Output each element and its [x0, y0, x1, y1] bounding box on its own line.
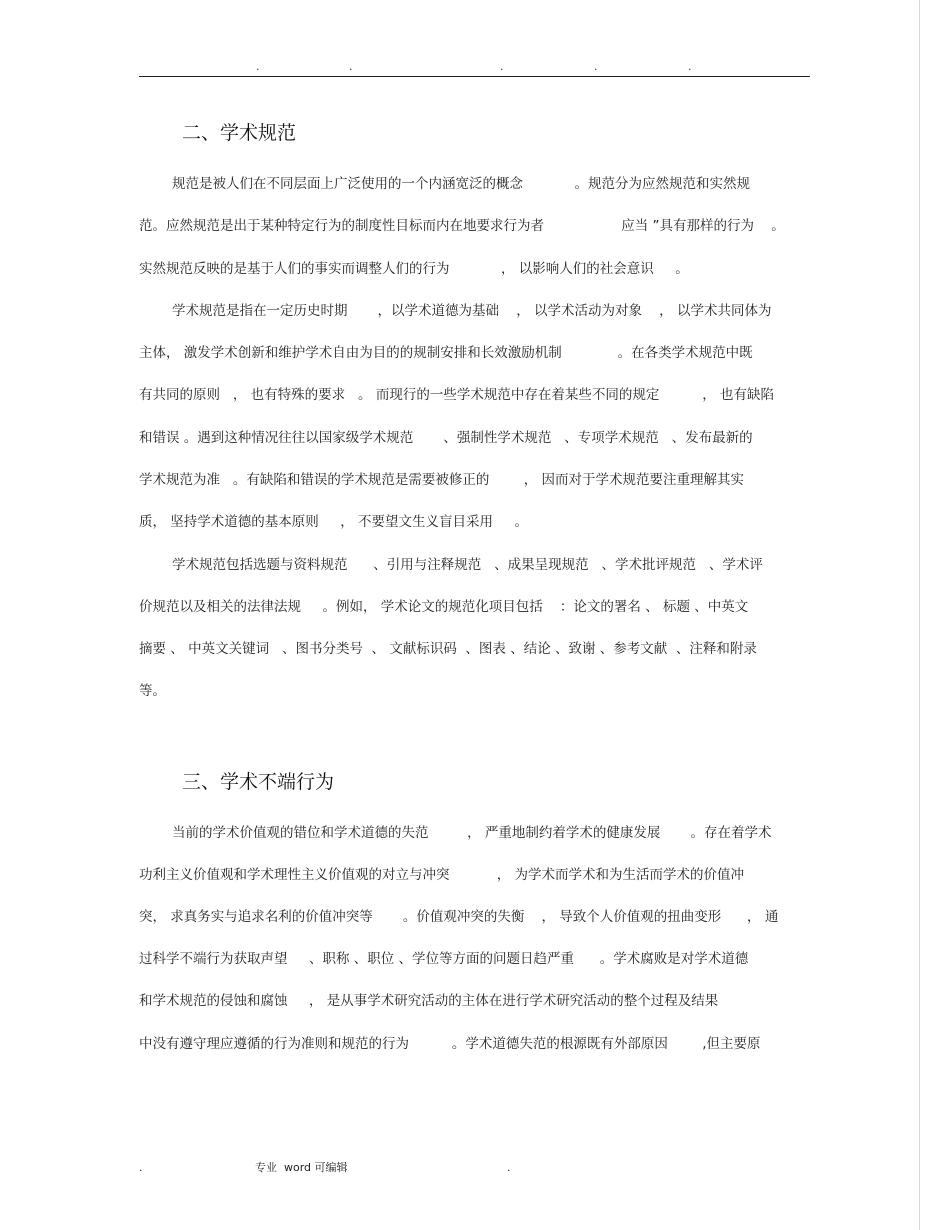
footer-dot: .	[139, 1161, 143, 1174]
paragraph-line: 中没有遵守理应遵循的行为准则和规范的行为 。学术道德失范的根源既有外部原因 ,但主要原	[139, 1036, 761, 1052]
paragraph-line: 学术规范为准 。有缺陷和错误的学术规范是需要被修正的 ， 因而对于学术规范要注重理解其实	[139, 472, 744, 488]
paragraph-line: 当前的学术价值观的错位和学术道德的失范 ， 严重地制约着学术的健康发展 。存在着学术	[172, 825, 772, 841]
paragraph-line: 实然规范反映的是基于人们的事实而调整人们的行为 ， 以影响人们的社会意识 。	[139, 261, 689, 277]
paragraph-line: 有共同的原则 ， 也有特殊的要求 。 而现行的一些学术规范中存在着某些不同的规定 ， 也有缺陷	[139, 387, 775, 403]
header-dot: .	[256, 60, 260, 73]
header-dot: .	[688, 60, 692, 73]
header-dots	[0, 60, 950, 74]
page-edge	[919, 0, 920, 1230]
header-rule	[139, 76, 810, 77]
paragraph-line: 等。	[139, 683, 166, 699]
header-dot: .	[594, 60, 598, 73]
paragraph-line: 功利主义价值观和学术理性主义价值观的对立与冲突 ， 为学术而学术和为生活而学术的价值冲	[139, 867, 744, 883]
section-heading: 三、学术不端行为	[182, 771, 335, 793]
page-footer	[0, 1160, 950, 1176]
paragraph-line: 学术规范是指在一定历史时期 ，以学术道德为基础 ， 以学术活动为对象 ， 以学术共同体为	[172, 303, 772, 319]
paragraph-line: 规范是被人们在不同层面上广泛使用的一个内涵宽泛的概念 。规范分为应然规范和实然规	[172, 176, 750, 192]
paragraph-line: 质， 坚持学术道德的基本原则 ， 不要望文生义盲目采用 。	[139, 514, 528, 530]
paragraph-line: 摘要 、 中英文关键词 、图书分类号 、 文献标识码 、图表 、结论 、致谢 、参考文献 、注释和附录	[139, 641, 757, 657]
paragraph-line: 范。应然规范是出于某种特定行为的制度性目标而内在地要求行为者 应当 ”具有那样的行为 。	[139, 218, 785, 234]
paragraph-line: 价规范以及相关的法律法规 。例如， 学术论文的规范化项目包括 ：论文的署名 、 标题 、中英文	[139, 599, 749, 615]
footer-dot: .	[507, 1161, 511, 1174]
section-heading: 二、学术规范	[182, 122, 297, 144]
paragraph-line: 和学术规范的侵蚀和腐蚀 ， 是从事学术研究活动的主体在进行学术研究活动的整个过程及结果	[139, 993, 719, 1009]
paragraph-line: 主体， 激发学术创新和维护学术自由为目的的规制安排和长效激励机制 。在各类学术规范中既	[139, 345, 753, 361]
header-dot: .	[500, 60, 504, 73]
footer-label: 专业 word 可编辑	[255, 1161, 348, 1174]
paragraph-line: 学术规范包括选题与资料规范 、引用与注释规范 、成果呈现规范 、学术批评规范 、学术评	[172, 557, 763, 573]
paragraph-line: 过科学不端行为获取声望 、职称 、职位 、学位等方面的问题日趋严重 。学术腐败是对学术道德	[139, 951, 749, 967]
paragraph-line: 突， 求真务实与追求名利的价值冲突等 。价值观冲突的失衡 ， 导致个人价值观的扭曲变形 ， 通	[139, 909, 779, 925]
paragraph-line: 和错误 。遇到这种情况往往以国家级学术规范 、强制性学术规范 、专项学术规范 、发布最新的	[139, 430, 753, 446]
header-dot: .	[349, 60, 353, 73]
